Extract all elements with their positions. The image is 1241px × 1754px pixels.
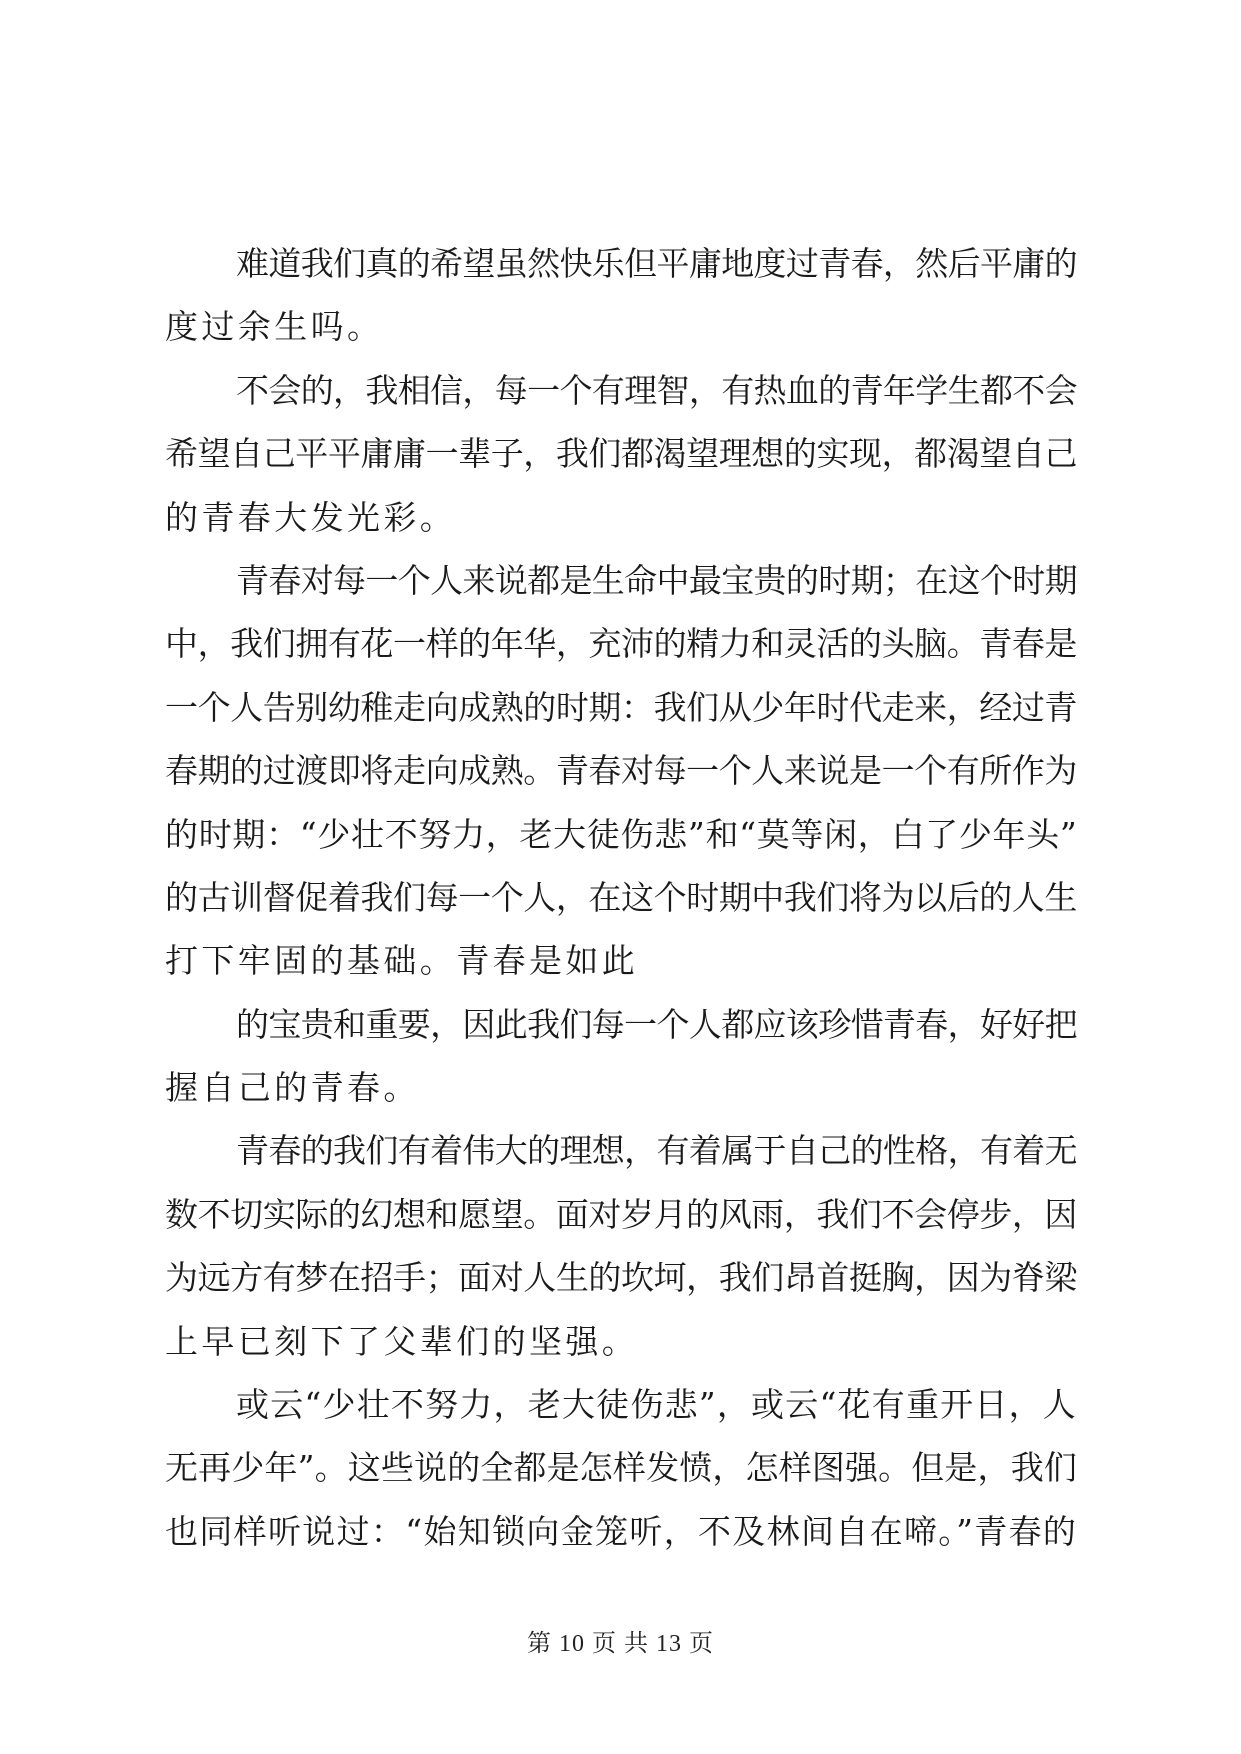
text-line: 握自己的青春。 bbox=[165, 1068, 420, 1108]
text-line: 上早已刻下了父辈们的坚强。 bbox=[165, 1321, 639, 1361]
text-line: 的青春大发光彩。 bbox=[165, 497, 457, 537]
text-line: 或云“少壮不努力，老大徒伤悲”，或云“花有重开日，人 bbox=[236, 1385, 1077, 1425]
text-line: 春期的过渡即将走向成熟。青春对每一个人来说是一个有所作为 bbox=[165, 751, 1078, 791]
text-line: 为远方有梦在招手；面对人生的坎坷，我们昂首挺胸，因为脊梁 bbox=[165, 1258, 1078, 1298]
page-number-footer: 第 10 页 共 13 页 bbox=[527, 1631, 714, 1657]
text-line: 不会的，我相信，每一个有理智，有热血的青年学生都不会 bbox=[236, 370, 1078, 410]
text-line: 数不切实际的幻想和愿望。面对岁月的风雨，我们不会停步，因 bbox=[165, 1194, 1078, 1234]
text-line: 难道我们真的希望虽然快乐但平庸地度过青春，然后平庸的 bbox=[236, 244, 1078, 283]
paragraph bbox=[165, 232, 1077, 359]
text-line: 的宝贵和重要，因此我们每一个人都应该珍惜青春，好好把 bbox=[236, 1004, 1078, 1044]
text-line: 希望自己平平庸庸一辈子，我们都渴望理想的实现，都渴望自己 bbox=[165, 434, 1078, 474]
text-line: 无再少年”。这些说的全都是怎样发愤，怎样图强。但是，我们 bbox=[165, 1448, 1077, 1488]
paragraph bbox=[165, 993, 1077, 1120]
paragraph bbox=[165, 549, 1077, 993]
text-line: 青春的我们有着伟大的理想，有着属于自己的性格，有着无 bbox=[236, 1131, 1078, 1171]
document-body bbox=[165, 232, 1077, 1563]
text-line: 度过余生吗。 bbox=[165, 307, 384, 347]
paragraph bbox=[165, 1119, 1077, 1373]
paragraph bbox=[165, 359, 1077, 549]
text-line: 的古训督促着我们每一个人，在这个时期中我们将为以后的人生 bbox=[165, 877, 1078, 917]
text-line: 一个人告别幼稚走向成熟的时期：我们从少年时代走来，经过青 bbox=[165, 687, 1078, 727]
text-line: 中，我们拥有花一样的年华，充沛的精力和灵活的头脑。青春是 bbox=[165, 624, 1078, 664]
text-line: 的时期：“少壮不努力，老大徒伤悲”和“莫等闲，白了少年头” bbox=[165, 814, 1078, 854]
text-line: 也同样听说过：“始知锁向金笼听，不及林间自在啼。”青春的 bbox=[165, 1511, 1078, 1551]
text-line: 青春对每一个人来说都是生命中最宝贵的时期；在这个时期 bbox=[236, 560, 1078, 600]
paragraph bbox=[165, 1373, 1077, 1563]
text-line: 打下牢固的基础。青春是如此 bbox=[165, 941, 639, 981]
